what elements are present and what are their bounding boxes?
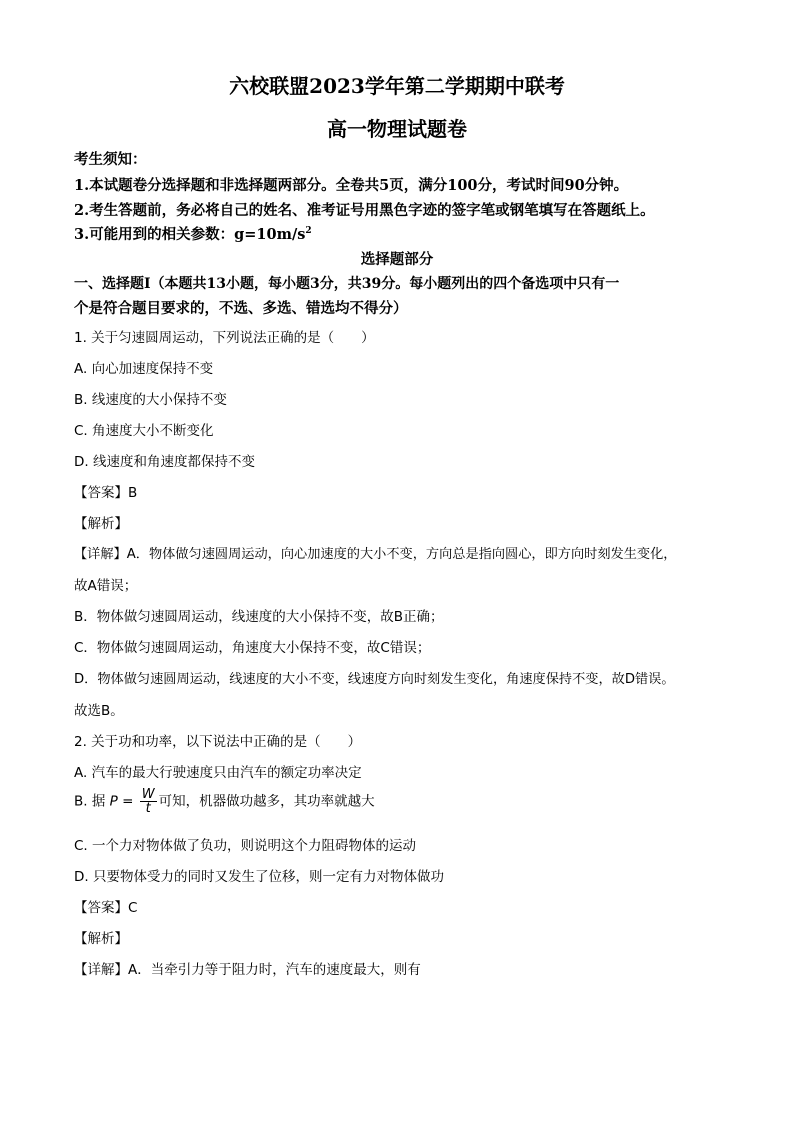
exam-title: 六校联盟2023学年第二学期期中联考 — [229, 74, 565, 98]
section-heading-line1: 一、选择题Ⅰ（本题共13小题，每小题3分，共39分。每小题列出的四个备选项中只有一 — [74, 276, 620, 292]
q1-option-a: A. 向心加速度保持不变 — [74, 361, 214, 377]
q1-detail-4: C．物体做匀速圆周运动，角速度大小保持不变，故C错误； — [74, 640, 431, 656]
notice-item-2: 2.考生答题前，务必将自己的姓名、准考证号用黑色字迹的签字笔或钢笔填写在答题纸上。 — [74, 202, 655, 219]
q1-detail-2: 故A错误； — [74, 578, 138, 594]
q1-analysis-label: 【解析】 — [74, 516, 128, 532]
section-heading-line2: 个是符合题目要求的，不选、多选、错选均不得分） — [74, 300, 408, 317]
q2-detail-1: 【详解】A．当牵引力等于阻力时，汽车的速度最大，则有 — [74, 962, 421, 978]
notice-item-3 — [74, 223, 312, 244]
q2-answer: 【答案】C — [74, 900, 138, 916]
q2-formula-fraction — [140, 788, 157, 815]
q1-detail-6: 故选B。 — [74, 703, 124, 719]
q2-analysis-label: 【解析】 — [74, 931, 128, 947]
q2-formula-numerator: W — [141, 787, 155, 802]
q2-formula-denominator: t — [145, 801, 151, 816]
notice-item-1: 1.本试题卷分选择题和非选择题两部分。全卷共5页，满分100分，考试时间90分钟。 — [74, 177, 629, 194]
q1-option-b: B. 线速度的大小保持不变 — [74, 392, 227, 408]
q1-detail-5: D．物体做匀速圆周运动，线速度的大小不变，线速度方向时刻发生变化，角速度保持不变，故D错误。 — [74, 672, 675, 687]
notice-item-3-sup: 2 — [305, 226, 312, 236]
exam-subtitle: 高一物理试题卷 — [327, 117, 467, 141]
q2-option-a: A. 汽车的最大行驶速度只由汽车的额定功率决定 — [74, 765, 362, 781]
section-title: 选择题部分 — [360, 251, 434, 268]
q1-detail-3: B．物体做匀速圆周运动，线速度的大小保持不变，故B正确； — [74, 609, 444, 625]
notice-heading: 考生须知： — [74, 151, 147, 168]
q2-formula-eq: = — [122, 793, 134, 810]
q1-option-d: D. 线速度和角速度都保持不变 — [74, 454, 255, 470]
q2-option-b — [74, 788, 375, 815]
q2-option-d: D. 只要物体受力的同时又发生了位移，则一定有力对物体做功 — [74, 869, 444, 885]
q1-stem: 1. 关于匀速圆周运动，下列说法正确的是（ ） — [74, 330, 375, 346]
q2-option-c: C. 一个力对物体做了负功，则说明这个力阻碍物体的运动 — [74, 838, 417, 854]
q1-answer: 【答案】B — [74, 485, 138, 501]
q2-option-b-prefix: B. 据 — [74, 793, 106, 810]
q2-option-b-suffix: 可知，机器做功越多，其功率就越大 — [158, 793, 375, 810]
q2-stem: 2. 关于功和功率，以下说法中正确的是（ ） — [74, 734, 362, 750]
notice-item-3-text: 3.可能用到的相关参数：g=10m/s — [74, 226, 306, 243]
q2-formula-var: P — [109, 793, 118, 810]
q1-option-c: C. 角速度大小不断变化 — [74, 423, 214, 439]
q1-detail-1: 【详解】A．物体做匀速圆周运动，向心加速度的大小不变，方向总是指向圆心，即方向时刻发生变化， — [74, 547, 677, 562]
